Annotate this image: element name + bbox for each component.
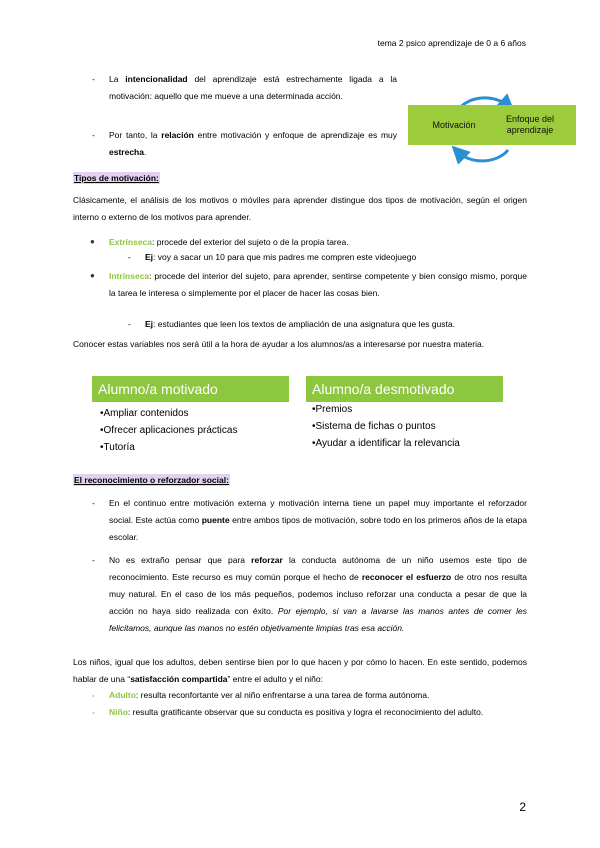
intro-item-2: Por tanto, la relación entre motivación y enfoque de aprendizaje es muy estrecha. bbox=[109, 130, 398, 157]
arrow-bottom bbox=[458, 150, 508, 161]
list-item: • Ampliar contenidos bbox=[100, 405, 300, 422]
section-heading-reconocimiento: El reconocimiento o reforzador social: bbox=[74, 475, 229, 485]
section1-intro: Clásicamente, el análisis de los motivos o móviles para aprender distingue dos tipos de motivación, según el origen interno o externo de los motivos para aprender. bbox=[73, 195, 527, 222]
motivado-title: Alumno/a motivado bbox=[92, 376, 289, 402]
dash-marker: - bbox=[92, 555, 95, 565]
dash-marker: - bbox=[92, 498, 95, 508]
section1-closing: Conocer estas variables nos será útil a la hora de ayudar a los alumnos/as a interesarse por nuestra materia. bbox=[73, 339, 485, 349]
dash-marker: - bbox=[92, 707, 95, 717]
intro-item-1: La intencionalidad del aprendizaje está estrechamente ligada a la motivación: aquello que me mueve a una determinada acción. bbox=[109, 74, 397, 101]
example-extrinseca: Ej: voy a sacar un 10 para que mis padres me compren este videojuego bbox=[145, 252, 417, 262]
bullet-marker: ● bbox=[90, 271, 95, 280]
diagram-box-enfoque: Enfoque del aprendizaje bbox=[484, 105, 576, 145]
list-item: • Sistema de fichas o puntos bbox=[312, 418, 512, 435]
section-heading-tipos: Tipos de motivación: bbox=[74, 173, 159, 183]
type-extrinseca: Extrínseca: procede del exterior del sujeto o de la propia tarea. bbox=[109, 237, 349, 247]
list-item: • Tutoría bbox=[100, 439, 300, 456]
dash-marker: - bbox=[128, 319, 131, 329]
example-intrinseca: Ej: estudiantes que leen los textos de ampliación de una asignatura que les gusta. bbox=[145, 319, 455, 329]
page-header: tema 2 psico aprendizaje de 0 a 6 años bbox=[377, 38, 526, 48]
page-number: 2 bbox=[519, 800, 526, 814]
list-item: • Ofrecer aplicaciones prácticas bbox=[100, 422, 300, 439]
dash-marker: - bbox=[128, 252, 131, 262]
item-nino: Niño: resulta gratificante observar que su conducta es positiva y logra el reconocimiento del adulto. bbox=[109, 707, 484, 717]
desmotivado-title: Alumno/a desmotivado bbox=[306, 376, 503, 402]
section2-p2: No es extraño pensar que para reforzar la conducta autónoma de un niño usemos este tipo de reconocimiento. Este recurso es muy común porque el hecho de reconocer el esfuerzo de otro nos resulta muy natural. En el caso de los más pequeños, podemos incluso reforzar una conducta a pesar de que la acción no haya sido realizada con éxito. Por ejemplo, si van a lavarse las manos antes de comer les felicitamos, aunque las manos no estén objetivamente limpias tras esa acción. bbox=[109, 555, 528, 633]
dash-marker: - bbox=[92, 690, 95, 700]
dash-marker: - bbox=[92, 74, 95, 84]
diagram-box-motivacion: Motivación bbox=[408, 105, 500, 145]
list-item: • Premios bbox=[312, 401, 512, 418]
section2-p1: En el continuo entre motivación externa y motivación interna tiene un papel muy importante el reforzador social. Este actúa como puente entre ambos tipos de motivación, sobre todo en los primeros años de la etapa escolar. bbox=[109, 498, 527, 542]
dash-marker: - bbox=[92, 130, 95, 140]
section2-p3: Los niños, igual que los adultos, deben sentirse bien por lo que hacen y por cómo lo hacen. En este sentido, podemos hablar de una “satisfacción compartida” entre el adulto y el niño: bbox=[73, 657, 527, 684]
type-intrinseca: Intrínseca: procede del interior del sujeto, para aprender, sentirse competente y bien consigo mismo, porque la tarea le interesa o simplemente por el placer de hacer las cosas bien. bbox=[109, 271, 527, 298]
desmotivado-list bbox=[312, 401, 512, 452]
list-item: • Ayudar a identificar la relevancia bbox=[312, 435, 512, 452]
motivado-list bbox=[100, 405, 300, 456]
bullet-marker: ● bbox=[90, 237, 95, 246]
item-adulto: Adulto: resulta reconfortante ver al niño enfrentarse a una tarea de forma autónoma. bbox=[109, 690, 430, 700]
